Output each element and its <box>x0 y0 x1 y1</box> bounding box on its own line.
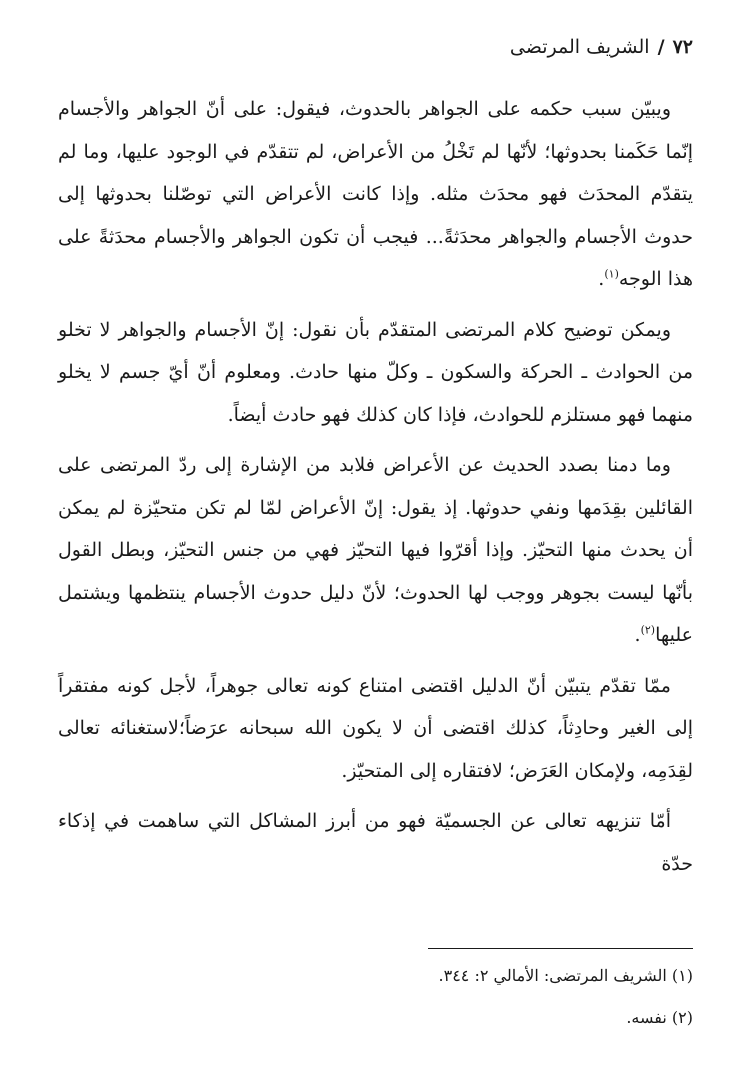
paragraph-1-end: . <box>598 268 605 290</box>
footnote-ref-2: (٢) <box>640 623 656 637</box>
footnote-1: (١) الشريف المرتضى: الأمالي ٢: ٣٤٤. <box>438 966 693 985</box>
paragraph-5-text: أمّا تنزيهه تعالى عن الجسميّة فهو من أبرز المشاكل التي ساهمت في إذكاء حدّة <box>58 810 693 875</box>
paragraph-4-text: ممّا تقدّم يتبيّن أنّ الدليل اقتضى امتناع كونه تعالى جوهراً، لأجل كونه مفتقراً إلى الغير وحادِثاً، كذلك اقتضى أن لا يكون الله سبحانه عرَضاً؛لاستغنائه تعالى لقِدَمِه، ولإمكان العَرَض؛ لافتقاره إلى المتحيّز. <box>58 674 693 782</box>
book-page <box>58 0 693 1081</box>
paragraph-1 <box>58 88 693 301</box>
paragraph-4 <box>58 665 693 793</box>
footnote-2: (٢) نفسه. <box>626 1008 693 1027</box>
paragraph-3-text: وما دمنا بصدد الحديث عن الأعراض فلابد من الإشارة إلى ردّ المرتضى على القائلين بقِدَمها ونفي حدوثها. إذ يقول: إنّ الأعراض لمّا لم تكن متحيّزة لم يمكن أن يحدث منها التحيّز. وإذا أقرّوا فيها التحيّز فهي من جنس التحيّز، وبطل القول بأنّها ليست بجوهر ووجب لها الحدوث؛ لأنّ دليل حدوث الأجسام ينتظمها ويشتمل عليها <box>58 454 693 646</box>
body-text <box>58 88 693 893</box>
running-head <box>510 38 693 57</box>
paragraph-1-text: ويبيّن سبب حكمه على الجواهر بالحدوث، فيقول: على أنّ الجواهر والأجسام إنّما حَكَمنا بحدوثها؛ لأنّها لم تَخْلُ من الأعراض، لم تتقدّم في الوجود عليها، وما لم يتقدّم المحدَث فهو محدَث مثله. وإذا كانت الأعراض التي توصّلنا بحدوثها إلى حدوث الأجسام والجواهر محدَثةً... فيجب أن تكون الجواهر والأجسام محدَثةً على هذا الوجه <box>58 98 693 290</box>
footnotes <box>58 966 693 1050</box>
paragraph-3-end: . <box>634 624 641 646</box>
footnote-divider <box>428 948 693 949</box>
paragraph-5 <box>58 800 693 885</box>
footnote-ref-1: (١) <box>604 267 619 281</box>
paragraph-3 <box>58 444 693 657</box>
paragraph-2 <box>58 309 693 437</box>
running-title: الشريف المرتضى <box>509 36 650 58</box>
paragraph-2-text: ويمكن توضيح كلام المرتضى المتقدّم بأن نقول: إنّ الأجسام والجواهر لا تخلو من الحوادث ـ الحركة والسكون ـ وكلّ منها حادث. ومعلوم أنّ أيّ جسم لا يخلو منهما فهو مستلزم للحوادث، فإذا كان كذلك فهو حادث أيضاً. <box>58 318 693 426</box>
header-separator: / <box>657 36 665 58</box>
page-number: ٧٢ <box>672 36 693 58</box>
